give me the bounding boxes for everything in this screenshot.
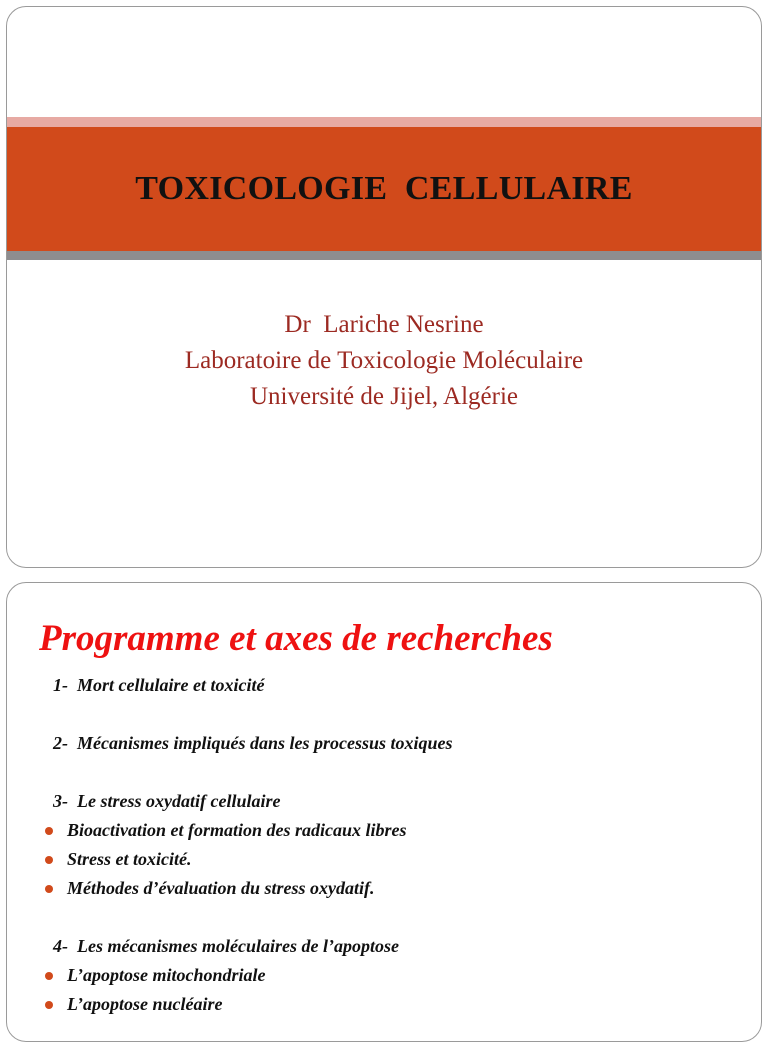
list-spacer — [45, 700, 751, 729]
list-item-text: 1- Mort cellulaire et toxicité — [53, 675, 265, 695]
list-item-text: 2- Mécanismes impliqués dans les processus toxiques — [53, 733, 453, 753]
bullet-item — [45, 990, 751, 1019]
numbered-item — [45, 729, 751, 758]
numbered-item — [45, 787, 751, 816]
list-item-text: L’apoptose nucléaire — [67, 994, 223, 1014]
title-band-bottom-stripe — [7, 251, 761, 260]
bullet-dot-icon — [45, 856, 53, 864]
bullet-item — [45, 816, 751, 845]
bullet-item — [45, 961, 751, 990]
laboratory-name: Laboratoire de Toxicologie Moléculaire — [184, 347, 584, 374]
slide-subtitle — [7, 307, 761, 415]
list-item-text: Méthodes d’évaluation du stress oxydatif. — [67, 878, 375, 898]
program-list — [45, 671, 751, 1019]
numbered-item — [45, 932, 751, 961]
bullet-dot-icon — [45, 972, 53, 980]
title-band — [7, 127, 761, 251]
bullet-item — [45, 845, 751, 874]
program-heading: Programme et axes de recherches — [39, 618, 553, 659]
list-spacer — [45, 758, 751, 787]
bullet-dot-icon — [45, 827, 53, 835]
title-band-top-stripe — [7, 117, 761, 127]
bullet-item — [45, 874, 751, 903]
list-item-text: Stress et toxicité. — [67, 849, 192, 869]
list-item-text: 3- Le stress oxydatif cellulaire — [53, 791, 281, 811]
slide-title: TOXICOLOGIE CELLULAIRE — [135, 170, 633, 207]
bullet-dot-icon — [45, 885, 53, 893]
program-slide — [6, 582, 762, 1042]
numbered-item — [45, 671, 751, 700]
list-item-text: L’apoptose mitochondriale — [67, 965, 266, 985]
list-item-text: 4- Les mécanismes moléculaires de l’apoptose — [53, 936, 399, 956]
university-name: Université de Jijel, Algérie — [250, 383, 518, 410]
title-slide — [6, 6, 762, 568]
list-spacer — [45, 903, 751, 932]
author-name: Dr Lariche Nesrine — [284, 311, 484, 338]
list-item-text: Bioactivation et formation des radicaux libres — [67, 820, 407, 840]
bullet-dot-icon — [45, 1001, 53, 1009]
